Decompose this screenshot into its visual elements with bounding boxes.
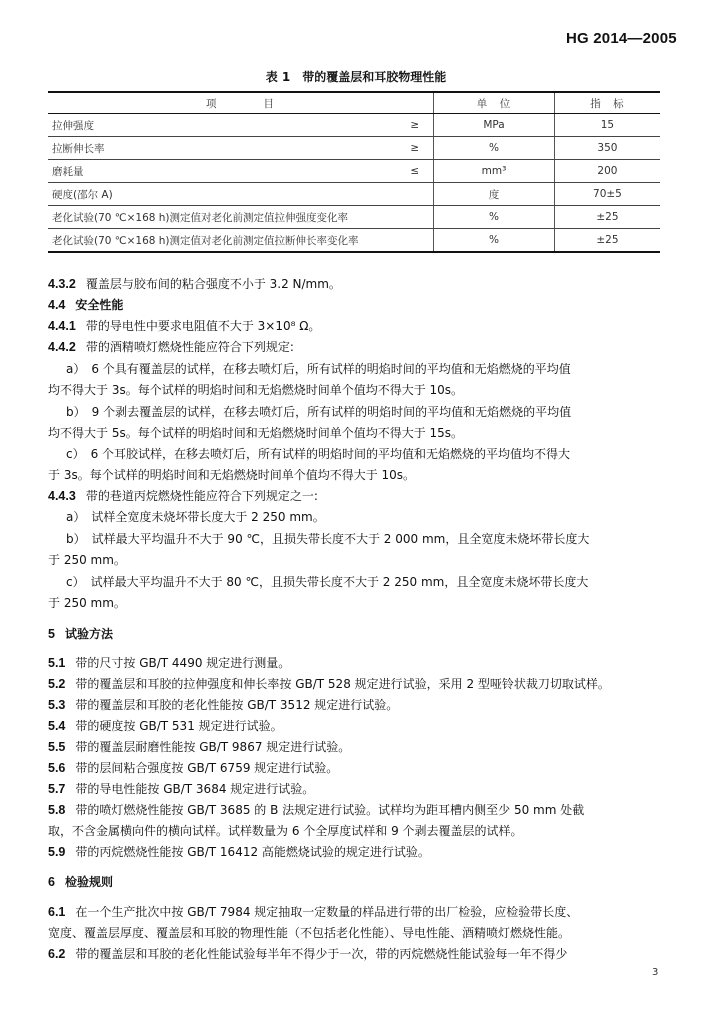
row-value: ±25 (554, 229, 660, 253)
clause-text: 带的层间粘合强度按 GB/T 6759 规定进行试验。 (75, 761, 339, 775)
clause-5-9 (48, 844, 430, 861)
clause-text: 带的巷道丙烷燃烧性能应符合下列规定之一: (85, 489, 318, 503)
clause-5-3 (48, 697, 398, 714)
row-unit: % (434, 229, 555, 253)
clause-number: 5.6 (48, 761, 66, 775)
item-c2-line1: c） 试样最大平均温升不大于 80 ℃，且损失带长度不大于 2 250 mm，且全宽度未烧坏带长度大 (66, 575, 589, 589)
item-b-line1: b） 9 个剥去覆盖层的试样，在移去喷灯后，所有试样的明焰时间的平均值和无焰燃烧的平均值 (66, 405, 572, 419)
clause-text: 覆盖层与胶布间的粘合强度不小于 3.2 N/mm。 (85, 277, 341, 291)
clause-number: 4.4 (48, 298, 66, 312)
clause-text: 带的覆盖层耐磨性能按 GB/T 9867 规定进行试验。 (75, 740, 351, 754)
table-row (48, 183, 660, 206)
row-unit: mm³ (434, 160, 555, 183)
item-a-line2: 均不得大于 3s。每个试样的明焰时间和无焰燃烧时间单个值均不得大于 10s。 (48, 383, 464, 397)
section-5-heading (48, 626, 113, 643)
clause-heading: 安全性能 (75, 298, 124, 312)
table-title: 表 1 带的覆盖层和耳胶物理性能 (265, 70, 447, 84)
row-symbol (397, 229, 434, 253)
clause-4-4 (48, 297, 123, 314)
row-item: 拉断伸长率 (48, 137, 397, 160)
row-unit: 度 (434, 183, 555, 206)
row-value: 15 (554, 114, 660, 137)
clause-4-4-1 (48, 318, 320, 335)
row-symbol: ≥ (397, 137, 434, 160)
clause-number: 4.4.3 (48, 489, 76, 503)
row-value: ±25 (554, 206, 660, 229)
clause-number: 5.4 (48, 719, 66, 733)
clause-number: 6.1 (48, 905, 66, 919)
row-unit: MPa (434, 114, 555, 137)
clause-text: 带的酒精喷灯燃烧性能应符合下列规定: (85, 340, 294, 354)
clause-text: 带的导电性中要求电阻值不大于 3×10⁸ Ω。 (85, 319, 321, 333)
item-b2-line2: 于 250 mm。 (48, 553, 126, 567)
row-symbol (397, 183, 434, 206)
clause-5-4 (48, 718, 283, 735)
properties-table (48, 91, 660, 253)
item-c-line1: c） 6 个耳胶试样，在移去喷灯后，所有试样的明焰时间的平均值和无焰燃烧的平均值均不得大 (66, 447, 571, 461)
table-row (48, 114, 660, 137)
clause-5-7 (48, 781, 314, 798)
row-item: 磨耗量 (48, 160, 397, 183)
table-header-row (48, 92, 660, 114)
clause-5-6 (48, 760, 338, 777)
clause-text: 带的覆盖层和耳胶的拉伸强度和伸长率按 GB/T 528 规定进行试验，采用 2 型哑铃状裁刀切取试样。 (75, 677, 610, 691)
section-number: 5 (48, 627, 55, 641)
clause-number: 5.2 (48, 677, 66, 691)
section-title: 检验规则 (64, 875, 113, 889)
clause-5-1 (48, 655, 290, 672)
page-number: 3 (652, 967, 659, 978)
item-b2-line1: b） 试样最大平均温升不大于 90 ℃，且损失带长度不大于 2 000 mm，且全宽度未烧坏带长度大 (66, 532, 590, 546)
header-item: 项 目 (48, 92, 434, 114)
clause-number: 4.4.2 (48, 340, 76, 354)
clause-text: 带的丙烷燃烧性能按 GB/T 16412 高能燃烧试验的规定进行试验。 (75, 845, 430, 859)
row-symbol (397, 206, 434, 229)
clause-number: 5.9 (48, 845, 66, 859)
row-value: 350 (554, 137, 660, 160)
clause-5-8-line2: 取，不含金属横向件的横向试样。试样数量为 6 个全厚度试样和 9 个剥去覆盖层的试样。 (48, 824, 523, 838)
standard-number: HG 2014—2005 (566, 30, 677, 47)
section-6-heading (48, 874, 113, 891)
section-title: 试验方法 (64, 627, 113, 641)
clause-number: 5.5 (48, 740, 66, 754)
table-row (48, 206, 660, 229)
section-number: 6 (48, 875, 55, 889)
row-value: 200 (554, 160, 660, 183)
item-a-line1: a） 6 个具有覆盖层的试样，在移去喷灯后，所有试样的明焰时间的平均值和无焰燃烧的平均值 (66, 362, 571, 376)
clause-6-1 (48, 904, 578, 921)
clause-6-1-line2: 宽度、覆盖层厚度、覆盖层和耳胶的物理性能（不包括老化性能）、导电性能、酒精喷灯燃烧性能。 (48, 926, 571, 940)
clause-4-4-2 (48, 339, 294, 356)
row-item: 拉伸强度 (48, 114, 397, 137)
row-symbol: ≤ (397, 160, 434, 183)
clause-text: 带的喷灯燃烧性能按 GB/T 3685 的 B 法规定进行试验。试样均为距耳槽内侧至少 50 mm 处截 (75, 803, 585, 817)
table-row (48, 160, 660, 183)
row-unit: % (434, 206, 555, 229)
clause-5-5 (48, 739, 350, 756)
row-unit: % (434, 137, 555, 160)
row-item: 老化试验(70 ℃×168 h)测定值对老化前测定值拉伸强度变化率 (48, 206, 397, 229)
clause-4-4-3 (48, 488, 318, 505)
header-unit: 单 位 (434, 92, 555, 114)
clause-5-2 (48, 676, 610, 693)
table-row (48, 137, 660, 160)
row-item: 老化试验(70 ℃×168 h)测定值对老化前测定值拉断伸长率变化率 (48, 229, 397, 253)
clause-number: 5.8 (48, 803, 66, 817)
row-symbol: ≥ (397, 114, 434, 137)
clause-number: 4.4.1 (48, 319, 76, 333)
item-a2: a） 试样全宽度未烧坏带长度大于 2 250 mm。 (66, 510, 325, 524)
clause-text: 带的覆盖层和耳胶的老化性能按 GB/T 3512 规定进行试验。 (75, 698, 399, 712)
clause-5-8 (48, 802, 584, 819)
row-item: 硬度(邵尔 A) (48, 183, 397, 206)
clause-number: 5.1 (48, 656, 66, 670)
header-value: 指 标 (554, 92, 660, 114)
clause-number: 5.7 (48, 782, 66, 796)
clause-text: 带的尺寸按 GB/T 4490 规定进行测量。 (75, 656, 291, 670)
item-c-line2: 于 3s。每个试样的明焰时间和无焰燃烧时间单个值均不得大于 10s。 (48, 468, 416, 482)
clause-text: 带的导电性能按 GB/T 3684 规定进行试验。 (75, 782, 315, 796)
item-c2-line2: 于 250 mm。 (48, 596, 126, 610)
clause-number: 4.3.2 (48, 277, 76, 291)
clause-4-3-2 (48, 276, 341, 293)
table-row (48, 229, 660, 253)
item-b-line2: 均不得大于 5s。每个试样的明焰时间和无焰燃烧时间单个值均不得大于 15s。 (48, 426, 464, 440)
clause-number: 6.2 (48, 947, 66, 961)
row-value: 70±5 (554, 183, 660, 206)
clause-number: 5.3 (48, 698, 66, 712)
clause-6-2 (48, 946, 567, 963)
clause-text: 在一个生产批次中按 GB/T 7984 规定抽取一定数量的样品进行带的出厂检验，应检验带长度、 (75, 905, 579, 919)
clause-text: 带的硬度按 GB/T 531 规定进行试验。 (75, 719, 283, 733)
clause-text: 带的覆盖层和耳胶的老化性能试验每半年不得少于一次，带的丙烷燃烧性能试验每一年不得少 (75, 947, 568, 961)
